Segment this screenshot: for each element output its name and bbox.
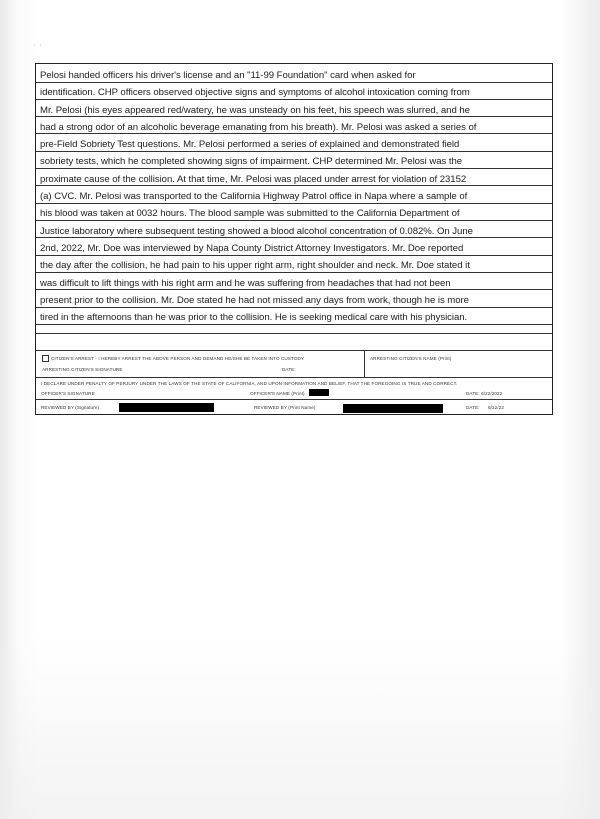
- ruled-line: [36, 99, 552, 100]
- narrative-line: 2nd, 2022, Mr. Doe was interviewed by Napa County District Attorney Investigators. Mr. Doe reported: [40, 242, 464, 254]
- ruled-line: [36, 116, 552, 117]
- redacted-reviewer-signature: [119, 403, 214, 412]
- narrative-line: Pelosi handed officers his driver's license and an "11-99 Foundation" card when asked for: [40, 70, 416, 81]
- narrative-line: (a) CVC. Mr. Pelosi was transported to the California Highway Patrol office in Napa where a sample of: [40, 191, 468, 203]
- narrative-line: Justice laboratory where subsequent testing showed a blood alcohol concentration of 0.082%. On June: [40, 225, 473, 237]
- ruled-line: [36, 185, 552, 186]
- reviewed-by-signature-label: REVIEWED BY (Signature): [41, 405, 100, 410]
- date-label: DATE:: [282, 367, 296, 372]
- narrative-line: present prior to the collision. Mr. Doe stated he had not missed any days from work, though he is more: [40, 294, 469, 306]
- narrative-line: sobriety tests, which he completed showing signs of impairment. CHP determined Mr. Pelosi was the: [40, 156, 463, 168]
- officer-signature-label: OFFICER'S SIGNATURE: [41, 391, 95, 396]
- narrative-line: his blood was taken at 0032 hours. The blood sample was submitted to the California Department of: [40, 208, 460, 220]
- narrative-line: had a strong odor of an alcoholic beverage emanating from his breath). Mr. Pelosi was asked a series of: [40, 121, 477, 133]
- narrative-line: was difficult to lift things with his right arm and he was suffering from headaches that had not been: [40, 277, 451, 289]
- reviewed-date-value: 6/22/22: [488, 405, 505, 410]
- ruled-line: [36, 272, 552, 273]
- reviewed-by-name-label: REVIEWED BY (Print Name): [254, 405, 316, 410]
- ruled-line: [36, 133, 552, 134]
- report-form: [35, 63, 553, 415]
- ruled-line: [36, 377, 552, 378]
- narrative-line: proximate cause of the collision. At that time, Mr. Pelosi was placed under arrest for violation of 23152: [40, 173, 467, 185]
- ruled-line: [36, 307, 552, 308]
- officer-name-label: OFFICER'S NAME (Print): [250, 391, 305, 396]
- redacted-officer-name: [309, 389, 329, 396]
- scan-mark: · ·: [33, 42, 43, 49]
- citizens-arrest-text: CITIZEN'S ARREST - I HEREBY ARREST THE ABOVE PERSON AND DEMAND HE/SHE BE TAKEN INTO CUSTODY: [51, 356, 305, 361]
- ruled-line: [36, 151, 552, 152]
- narrative-line: identification. CHP officers observed objective signs and symptoms of alcohol intoxication coming from: [40, 87, 470, 99]
- ruled-line: [36, 168, 552, 169]
- ruled-line: [36, 333, 552, 334]
- narrative-line: the day after the collision, he had pain to his upper right arm, right shoulder and neck. Mr. Doe stated it: [40, 260, 470, 272]
- ruled-line: [36, 289, 552, 290]
- narrative-line: pre-Field Sobriety Test questions. Mr. Pelosi performed a series of explained and demonstrated field: [40, 139, 460, 151]
- ruled-line: [36, 220, 552, 221]
- scan-shadow: [0, 640, 600, 819]
- ruled-line: [36, 203, 552, 204]
- ruled-line: [36, 82, 552, 83]
- officer-date-label: DATE: 6/22/2022: [466, 391, 503, 396]
- citizens-arrest-checkbox[interactable]: [42, 355, 49, 362]
- column-divider: [364, 350, 365, 378]
- narrative-text: [40, 67, 550, 326]
- reviewed-date-label: DATE:: [466, 405, 480, 410]
- ruled-line: [36, 324, 552, 325]
- ruled-line: [36, 237, 552, 238]
- narrative-line: Mr. Pelosi (his eyes appeared red/watery, he was unsteady on his feet, his speech was slurred, and he: [40, 104, 470, 116]
- narrative-line: tired in the afternoons than he was prior to the collision. He is seeking medical care with his physician.: [40, 312, 468, 324]
- declaration-text: I DECLARE UNDER PENALTY OF PERJURY UNDER THE LAWS OF THE STATE OF CALIFORNIA, AND UPON INFORMATION AND BELIEF, THAT THE FOREGOING IS TRUE AND CORRECT.: [41, 381, 458, 386]
- arresting-citizen-signature-label: ARRESTING CITIZEN'S SIGNATURE: [42, 367, 123, 372]
- ruled-line: [36, 399, 552, 400]
- redacted-reviewer-name: [343, 404, 443, 413]
- arresting-citizen-name-label: ARRESTING CITIZEN'S NAME (Print): [370, 356, 452, 361]
- ruled-line: [36, 255, 552, 256]
- ruled-line: [36, 350, 552, 351]
